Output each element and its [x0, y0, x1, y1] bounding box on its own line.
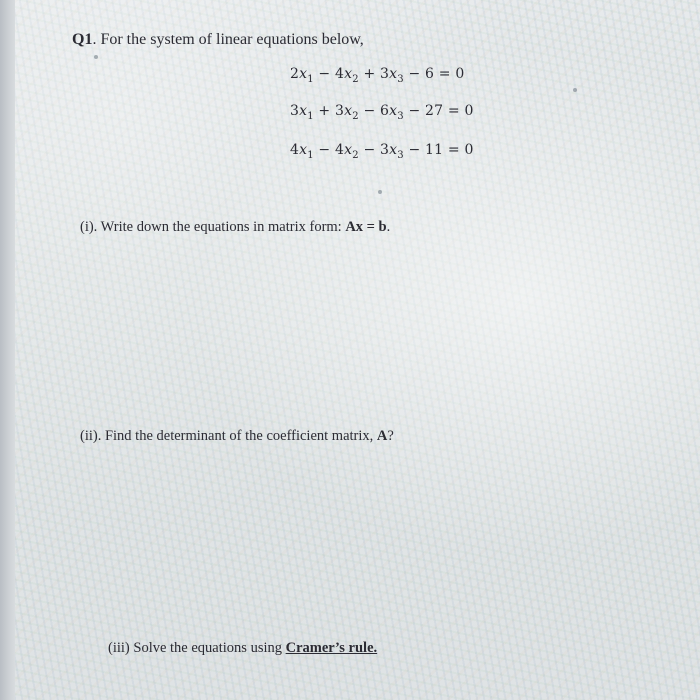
equation-2: $3x_1 + 3x_2 - 6x_3 - 27 = 0$	[290, 103, 474, 122]
question-number: Q1	[72, 31, 93, 48]
cramers-rule: Cramer’s rule.	[285, 640, 378, 656]
part-ii-label: (ii).	[80, 428, 102, 444]
equation-3: $4x_1 - 4x_2 - 3x_3 - 11 = 0$	[290, 142, 474, 161]
pen-mark	[94, 55, 98, 59]
part-i-label: (i).	[80, 219, 98, 235]
pen-mark	[378, 190, 382, 194]
page-edge	[0, 0, 15, 700]
pen-mark	[573, 88, 577, 92]
coefficient-matrix: A	[376, 428, 388, 444]
part-iii-label: (iii)	[108, 640, 130, 656]
question-heading: Q1. For the system of linear equations below,	[72, 31, 364, 48]
matrix-form: Ax = b	[345, 219, 387, 235]
part-i-prompt: (i). Write down the equations in matrix form: Ax = b.	[80, 219, 391, 235]
question-intro: For the system of linear equations below,	[100, 31, 364, 48]
part-ii-prompt: (ii). Find the determinant of the coefficient matrix, A?	[80, 428, 394, 444]
equation-1: $2x_1 - 4x_2 + 3x_3 - 6 = 0$	[290, 66, 465, 85]
part-iii-prompt: (iii) Solve the equations using Cramer’s rule.	[108, 640, 378, 656]
